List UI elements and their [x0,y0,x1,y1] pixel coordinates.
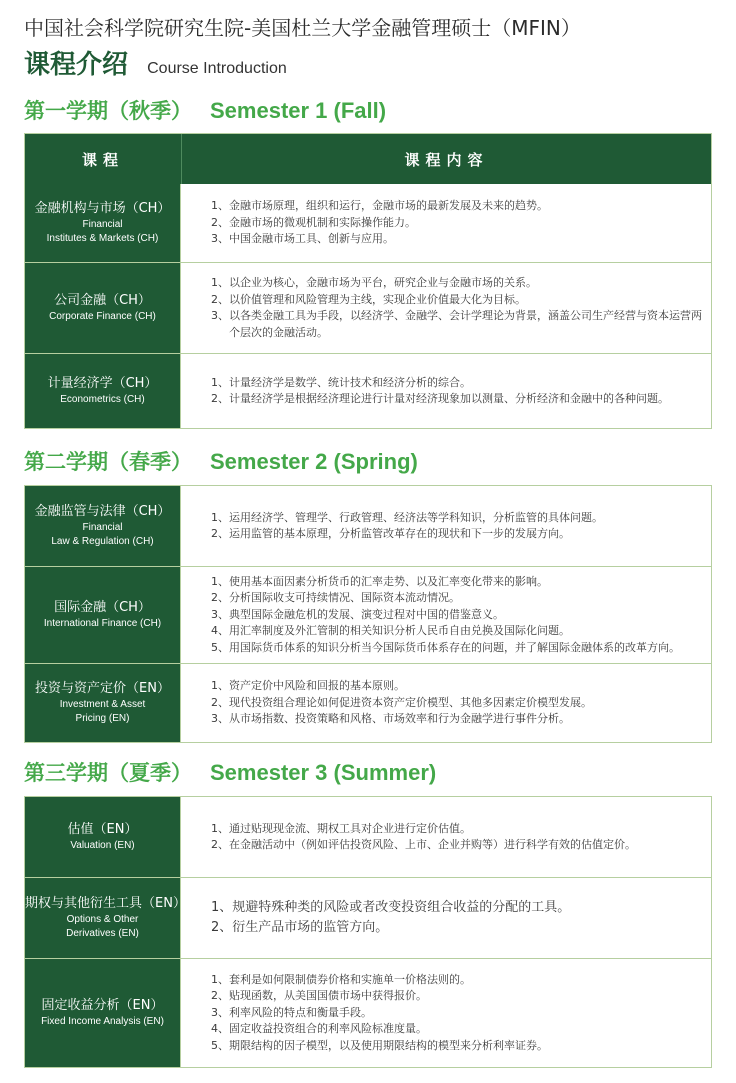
course-name-cn: 期权与其他衍生工具（EN） [25,896,186,911]
course-row [25,262,711,353]
item-text: 固定收益投资组合的利率风险标准度量。 [229,1022,427,1036]
item-text: 在金融活动中（例如评估投资风险、上市、企业并购等）进行科学有效的估值定价。 [229,838,636,851]
course-name-cn: 计量经济学（CH） [47,376,158,391]
course-name-cn: 公司金融（CH） [54,293,151,308]
item-number: 1、 [211,574,229,588]
content-item [211,695,711,712]
item-text: 使用基本面因素分析货币的汇率走势、以及汇率变化带来的影响。 [229,574,548,588]
content-item [211,607,711,624]
item-number: 3、 [211,1005,229,1019]
content-item [211,198,711,215]
semester-title-cn: 第一学期（秋季） [24,99,192,123]
course-row [25,877,711,958]
course-name-cn: 国际金融（CH） [54,600,151,615]
course-name-cn: 估值（EN） [67,822,138,837]
item-number: 1、 [211,510,229,524]
item-number: 2、 [211,695,229,709]
semester-2-heading [24,446,418,476]
semester-3-heading [24,757,436,787]
semester-2-table [24,485,712,743]
semester-title-en: Semester 1 (Fall) [210,98,387,123]
semester-title-en: Semester 3 (Summer) [210,760,437,785]
content-item [211,1021,711,1038]
course-name-cell [25,878,186,958]
item-text: 运用经济学、管理学、行政管理、经济法等学科知识，分析监管的具体问题。 [229,510,603,524]
course-content-cell [181,797,711,877]
course-name-cell [25,486,181,566]
course-name-cell [25,797,181,877]
content-item [211,574,711,591]
item-number: 2、 [211,989,229,1003]
item-number: 1、 [211,679,229,693]
item-number: 2、 [211,392,229,405]
item-text: 现代投资组合理论如何促进资本资产定价模型、其他多因素定价模型发展。 [229,695,592,709]
content-item [211,640,711,657]
item-number: 5、 [211,1038,229,1052]
page-title: 中国社会科学院研究生院-美国杜兰大学金融管理硕士（MFIN） [24,16,581,40]
item-number: 1、 [211,900,233,915]
content-item [211,918,711,938]
course-name-cn: 固定收益分析（EN） [41,998,164,1013]
content-item [211,1005,711,1022]
course-name-en: Pricing (EN) [75,713,130,724]
course-content-cell [181,486,711,566]
course-name-en: Law & Regulation (CH) [51,536,154,547]
course-row [25,184,711,262]
course-row [25,566,711,663]
course-content-cell [181,354,711,428]
course-name-cn: 投资与资产定价（EN） [35,681,170,696]
item-number: 2、 [211,591,229,605]
item-text: 金融市场的微观机制和实际操作能力。 [229,215,416,229]
course-row [25,486,711,566]
course-name-cell [25,664,181,742]
semester-1-table [24,133,712,429]
course-name-en: Financial [82,219,123,230]
content-item [211,215,711,232]
content-item [211,510,711,527]
course-name-en: Options & Other [66,914,139,925]
content-item [211,821,711,838]
subtitle-cn: 课程介绍 [24,50,129,80]
item-text: 从市场指数、投资策略和风格、市场效率和行为金融学进行事件分析。 [229,712,570,726]
subtitle-row [24,44,287,81]
content-item [211,231,711,248]
semester-title-en: Semester 2 (Spring) [210,449,418,474]
course-name-en: Derivatives (EN) [66,928,139,939]
course-name-cell [25,184,181,262]
item-number: 5、 [211,640,229,654]
item-text: 期限结构的因子模型，以及使用期限结构的模型来分析利率证券。 [229,1038,548,1052]
course-name-en: Financial [82,522,123,533]
item-text: 典型国际金融危机的发展、演变过程对中国的借鉴意义。 [229,607,504,621]
item-number: 2、 [211,292,229,306]
table-header [25,134,711,184]
item-number: 2、 [211,920,233,935]
item-number: 2、 [211,527,229,540]
course-name-en: Fixed Income Analysis (EN) [41,1016,164,1027]
content-item [211,590,711,607]
course-name-en: Corporate Finance (CH) [49,311,156,322]
content-item [211,898,711,918]
item-number: 4、 [211,624,229,638]
item-text: 利率风险的特点和衡量手段。 [229,1005,372,1019]
semester-title-cn: 第二学期（春季） [24,450,192,474]
item-text: 套利是如何限制债券价格和实施单一价格法则的。 [229,972,471,986]
header-course: 课程 [25,134,182,184]
course-name-en: Valuation (EN) [70,840,135,851]
semester-1-heading [24,95,386,125]
course-name-en: International Finance (CH) [43,618,162,629]
item-text: 以企业为核心，金融市场为平台，研究企业与金融市场的关系。 [229,276,537,289]
course-content-cell [181,263,711,353]
course-name-en: Econometrics (CH) [60,394,145,405]
semester-title-cn: 第三学期（夏季） [24,761,192,785]
content-item [211,526,711,543]
course-name-cell [25,567,181,663]
course-name-en: Investment & Asset [59,699,146,710]
item-number: 3、 [211,607,229,621]
content-item [211,275,711,292]
course-row [25,958,711,1067]
course-name-cn: 金融机构与市场（CH） [34,201,171,216]
content-item [211,391,711,408]
content-item [211,988,711,1005]
item-text: 以价值管理和风险管理为主线，实现企业价值最大化为目标。 [229,292,526,306]
course-name-cn: 金融监管与法律（CH） [34,504,171,519]
content-item [211,972,711,989]
item-number: 2、 [211,215,229,229]
item-text: 运用监管的基本原理，分析监管改革存在的现状和下一步的发展方向。 [229,527,570,540]
content-item [211,292,711,309]
course-name-cell [25,354,181,428]
item-text: 用国际货币体系的知识分析当今国际货币体系存在的问题，并了解国际金融体系的改革方向。 [229,640,680,654]
header-content: 课程内容 [404,150,489,169]
course-content-cell [181,664,711,742]
item-text: 资产定价中风险和回报的基本原则。 [229,679,405,693]
item-text: 金融市场原理，组织和运行，金融市场的最新发展及未来的趋势。 [229,199,548,213]
item-text: 衍生产品市场的监管方向。 [232,920,389,935]
course-name-cell [25,959,181,1067]
course-content-cell [181,184,711,262]
content-item [211,1038,711,1055]
content-item [211,375,711,392]
subtitle-en: Course Introduction [147,60,287,77]
item-number: 2、 [211,838,229,851]
item-text: 规避特殊种类的风险或者改变投资组合收益的分配的工具。 [232,900,571,915]
course-content-cell [181,878,711,958]
item-text: 以各类金融工具为手段，以经济学、金融学、会计学理论为背景，涵盖公司生产经营与资本运营两个层次的金融活动。 [229,309,702,339]
item-number: 1、 [211,375,229,389]
item-number: 1、 [211,199,229,213]
item-number: 1、 [211,972,229,986]
item-text: 通过贴现现金流、期权工具对企业进行定价估值。 [229,821,471,835]
content-item [211,678,711,695]
course-content-cell [181,959,711,1067]
course-content-cell [181,567,711,663]
item-number: 1、 [211,821,229,835]
course-name-en: Institutes & Markets (CH) [46,233,159,244]
item-number: 3、 [211,232,229,246]
course-row [25,797,711,877]
item-text: 贴现函数，从美国国债市场中获得报价。 [229,989,427,1003]
item-text: 计量经济学是根据经济理论进行计量对经济现象加以测量、分析经济和金融中的各种问题。 [229,392,669,405]
course-row [25,663,711,742]
content-item [211,308,711,341]
content-item [211,837,711,854]
item-number: 1、 [211,276,229,289]
semester-3-table [24,796,712,1068]
item-text: 计量经济学是数学、统计技术和经济分析的综合。 [229,375,471,389]
course-name-cell [25,263,181,353]
item-number: 3、 [211,712,229,726]
item-text: 中国金融市场工具、创新与应用。 [229,232,394,246]
item-number: 3、 [211,309,229,322]
course-row [25,353,711,428]
item-text: 用汇率制度及外汇管制的相关知识分析人民币自由兑换及国际化问题。 [229,624,570,638]
item-number: 4、 [211,1022,229,1036]
content-item [211,623,711,640]
item-text: 分析国际收支可持续情况、国际资本流动情况。 [229,591,460,605]
content-item [211,711,711,728]
